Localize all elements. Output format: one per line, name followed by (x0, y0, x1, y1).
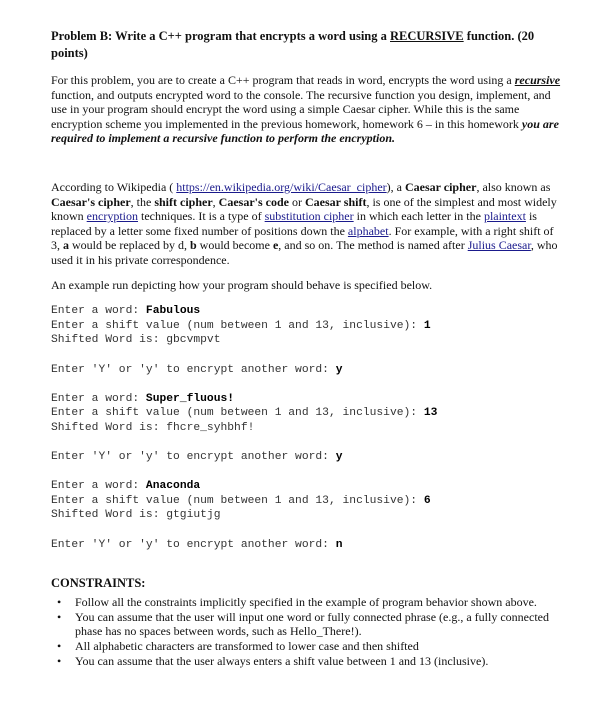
console-line (51, 363, 561, 378)
console-block (51, 450, 561, 465)
intro-text-2: function, and outputs encrypted word to the console. The recursive function you design, implement, and use in your program should encrypt the word using a simple Caesar cipher. While this is the same encryption scheme you implemented in the previous homework, homework 6 – in this homework (51, 87, 551, 131)
console-line (51, 392, 561, 407)
letter-b: b (189, 238, 197, 253)
console-block (51, 304, 561, 348)
constraint-text: You can assume that the user always enters a shift value between 1 and 13 (inclusive). (75, 653, 489, 668)
constraints-heading: CONSTRAINTS: (51, 576, 146, 591)
constraint-item (57, 609, 561, 639)
title-prefix: Problem B: Write a C++ program that encrypts a word using a (51, 29, 391, 43)
term-shift-cipher: shift cipher (154, 194, 213, 209)
wiki-text: , and so on. The method is named after (278, 238, 468, 253)
intro-recursive: recursive (514, 73, 561, 87)
wiki-text: , (212, 194, 219, 209)
console-block (51, 392, 561, 436)
console-user-input: 6 (423, 494, 431, 507)
constraint-item (57, 639, 561, 654)
document-page (51, 28, 561, 668)
bullet-icon: • (57, 609, 62, 624)
example-intro: An example run depicting how your program should behave is specified below. (51, 277, 433, 292)
julius-caesar-link[interactable]: Julius Caesar (467, 238, 531, 253)
console-prompt: Shifted Word is: gbcvmpvt (51, 334, 221, 347)
console-line (51, 538, 561, 553)
console-line (51, 406, 561, 421)
constraint-item (57, 595, 561, 610)
console-user-input: Anaconda (145, 480, 201, 493)
console-block (51, 363, 561, 378)
console-prompt: Shifted Word is: fhcre_syhbhf! (51, 421, 255, 434)
term-caesars-code: Caesar's code (218, 194, 289, 209)
console-user-input: y (335, 363, 343, 376)
wiki-text: , who used it in his private correspondence. (51, 238, 558, 267)
wiki-text: would become (196, 238, 273, 253)
wiki-text: or (289, 194, 305, 209)
intro-text-1: For this problem, you are to create a C++ program that reads in word, encrypts the word using a (51, 73, 515, 87)
console-prompt: Enter a shift value (num between 1 and 13, inclusive): (51, 407, 424, 420)
console-prompt: Enter 'Y' or 'y' to encrypt another word: (51, 363, 336, 376)
console-prompt: Enter a shift value (num between 1 and 13, inclusive): (51, 319, 424, 332)
console-line (51, 450, 561, 465)
term-caesar-shift: Caesar shift (305, 194, 367, 209)
wikipedia-paragraph (51, 180, 561, 268)
wiki-text: , is one of the simplest and most widely known (51, 194, 557, 224)
console-line (51, 319, 561, 334)
constraint-text: You can assume that the user will input one word or fully connected phrase (e.g., a fully connected phase has no spaces between words, such as Hello_There!). (75, 609, 549, 639)
intro-emphasis: you are required to implement a recursive function to perform the encryption. (51, 116, 559, 146)
console-line (51, 494, 561, 509)
console-prompt: Enter a word: (51, 392, 146, 405)
wiki-text: in which each letter in the (353, 209, 484, 224)
wiki-text: is replaced by a letter some fixed number of positions down the (51, 209, 537, 238)
encryption-link[interactable]: encryption (86, 209, 138, 224)
constraint-text: Follow all the constraints implicitly specified in the example of program behavior shown above. (75, 595, 537, 610)
wiki-text: would be replaced by d, (69, 238, 190, 253)
console-block (51, 538, 561, 553)
wiki-text: techniques. It is a type of (138, 209, 265, 224)
console-line (51, 304, 561, 319)
intro-paragraph (51, 73, 561, 146)
console-user-input: 13 (423, 407, 438, 420)
title-suffix: function. (20 points) (51, 29, 535, 60)
console-prompt: Enter a word: (51, 305, 146, 318)
console-user-input: Super_fluous! (145, 392, 235, 405)
wiki-text: , also known as (476, 179, 551, 194)
console-block (51, 479, 561, 523)
console-user-input: n (335, 538, 343, 551)
constraints-list (51, 595, 561, 668)
alphabet-link[interactable]: alphabet (347, 223, 389, 238)
wiki-text: ), a (386, 179, 405, 194)
example-run-console (51, 304, 561, 552)
console-line (51, 508, 561, 523)
console-prompt: Enter 'Y' or 'y' to encrypt another word: (51, 451, 336, 464)
console-line (51, 479, 561, 494)
console-user-input: Fabulous (145, 305, 201, 318)
wikipedia-url-link[interactable]: https://en.wikipedia.org/wiki/Caesar_cipher (176, 179, 387, 194)
title-keyword: RECURSIVE (390, 29, 464, 43)
console-line (51, 421, 561, 436)
term-caesars-cipher: Caesar's cipher (51, 194, 131, 209)
bullet-icon: • (57, 653, 62, 668)
substitution-cipher-link[interactable]: substitution cipher (264, 209, 354, 224)
constraint-text: All alphabetic characters are transformed to lower case and then shifted (75, 639, 419, 653)
console-user-input: 1 (423, 319, 431, 332)
wiki-text: , the (130, 194, 155, 209)
bullet-icon: • (57, 595, 62, 610)
console-prompt: Enter a shift value (num between 1 and 13, inclusive): (51, 494, 424, 507)
problem-title (51, 28, 561, 62)
console-prompt: Enter 'Y' or 'y' to encrypt another word: (51, 538, 336, 551)
term-caesar-cipher: Caesar cipher (405, 179, 477, 194)
bullet-icon: • (57, 639, 62, 653)
console-user-input: y (335, 451, 343, 464)
console-prompt: Enter a word: (51, 480, 146, 493)
console-line (51, 333, 561, 348)
letter-e: e (272, 238, 279, 253)
constraint-item (57, 653, 561, 669)
wiki-text: . For example, with a right shift of 3, (51, 223, 554, 253)
console-prompt: Shifted Word is: gtgiutjg (51, 509, 221, 522)
plaintext-link[interactable]: plaintext (483, 209, 526, 224)
wiki-text: According to Wikipedia ( (51, 179, 177, 194)
letter-a: a (63, 238, 69, 253)
